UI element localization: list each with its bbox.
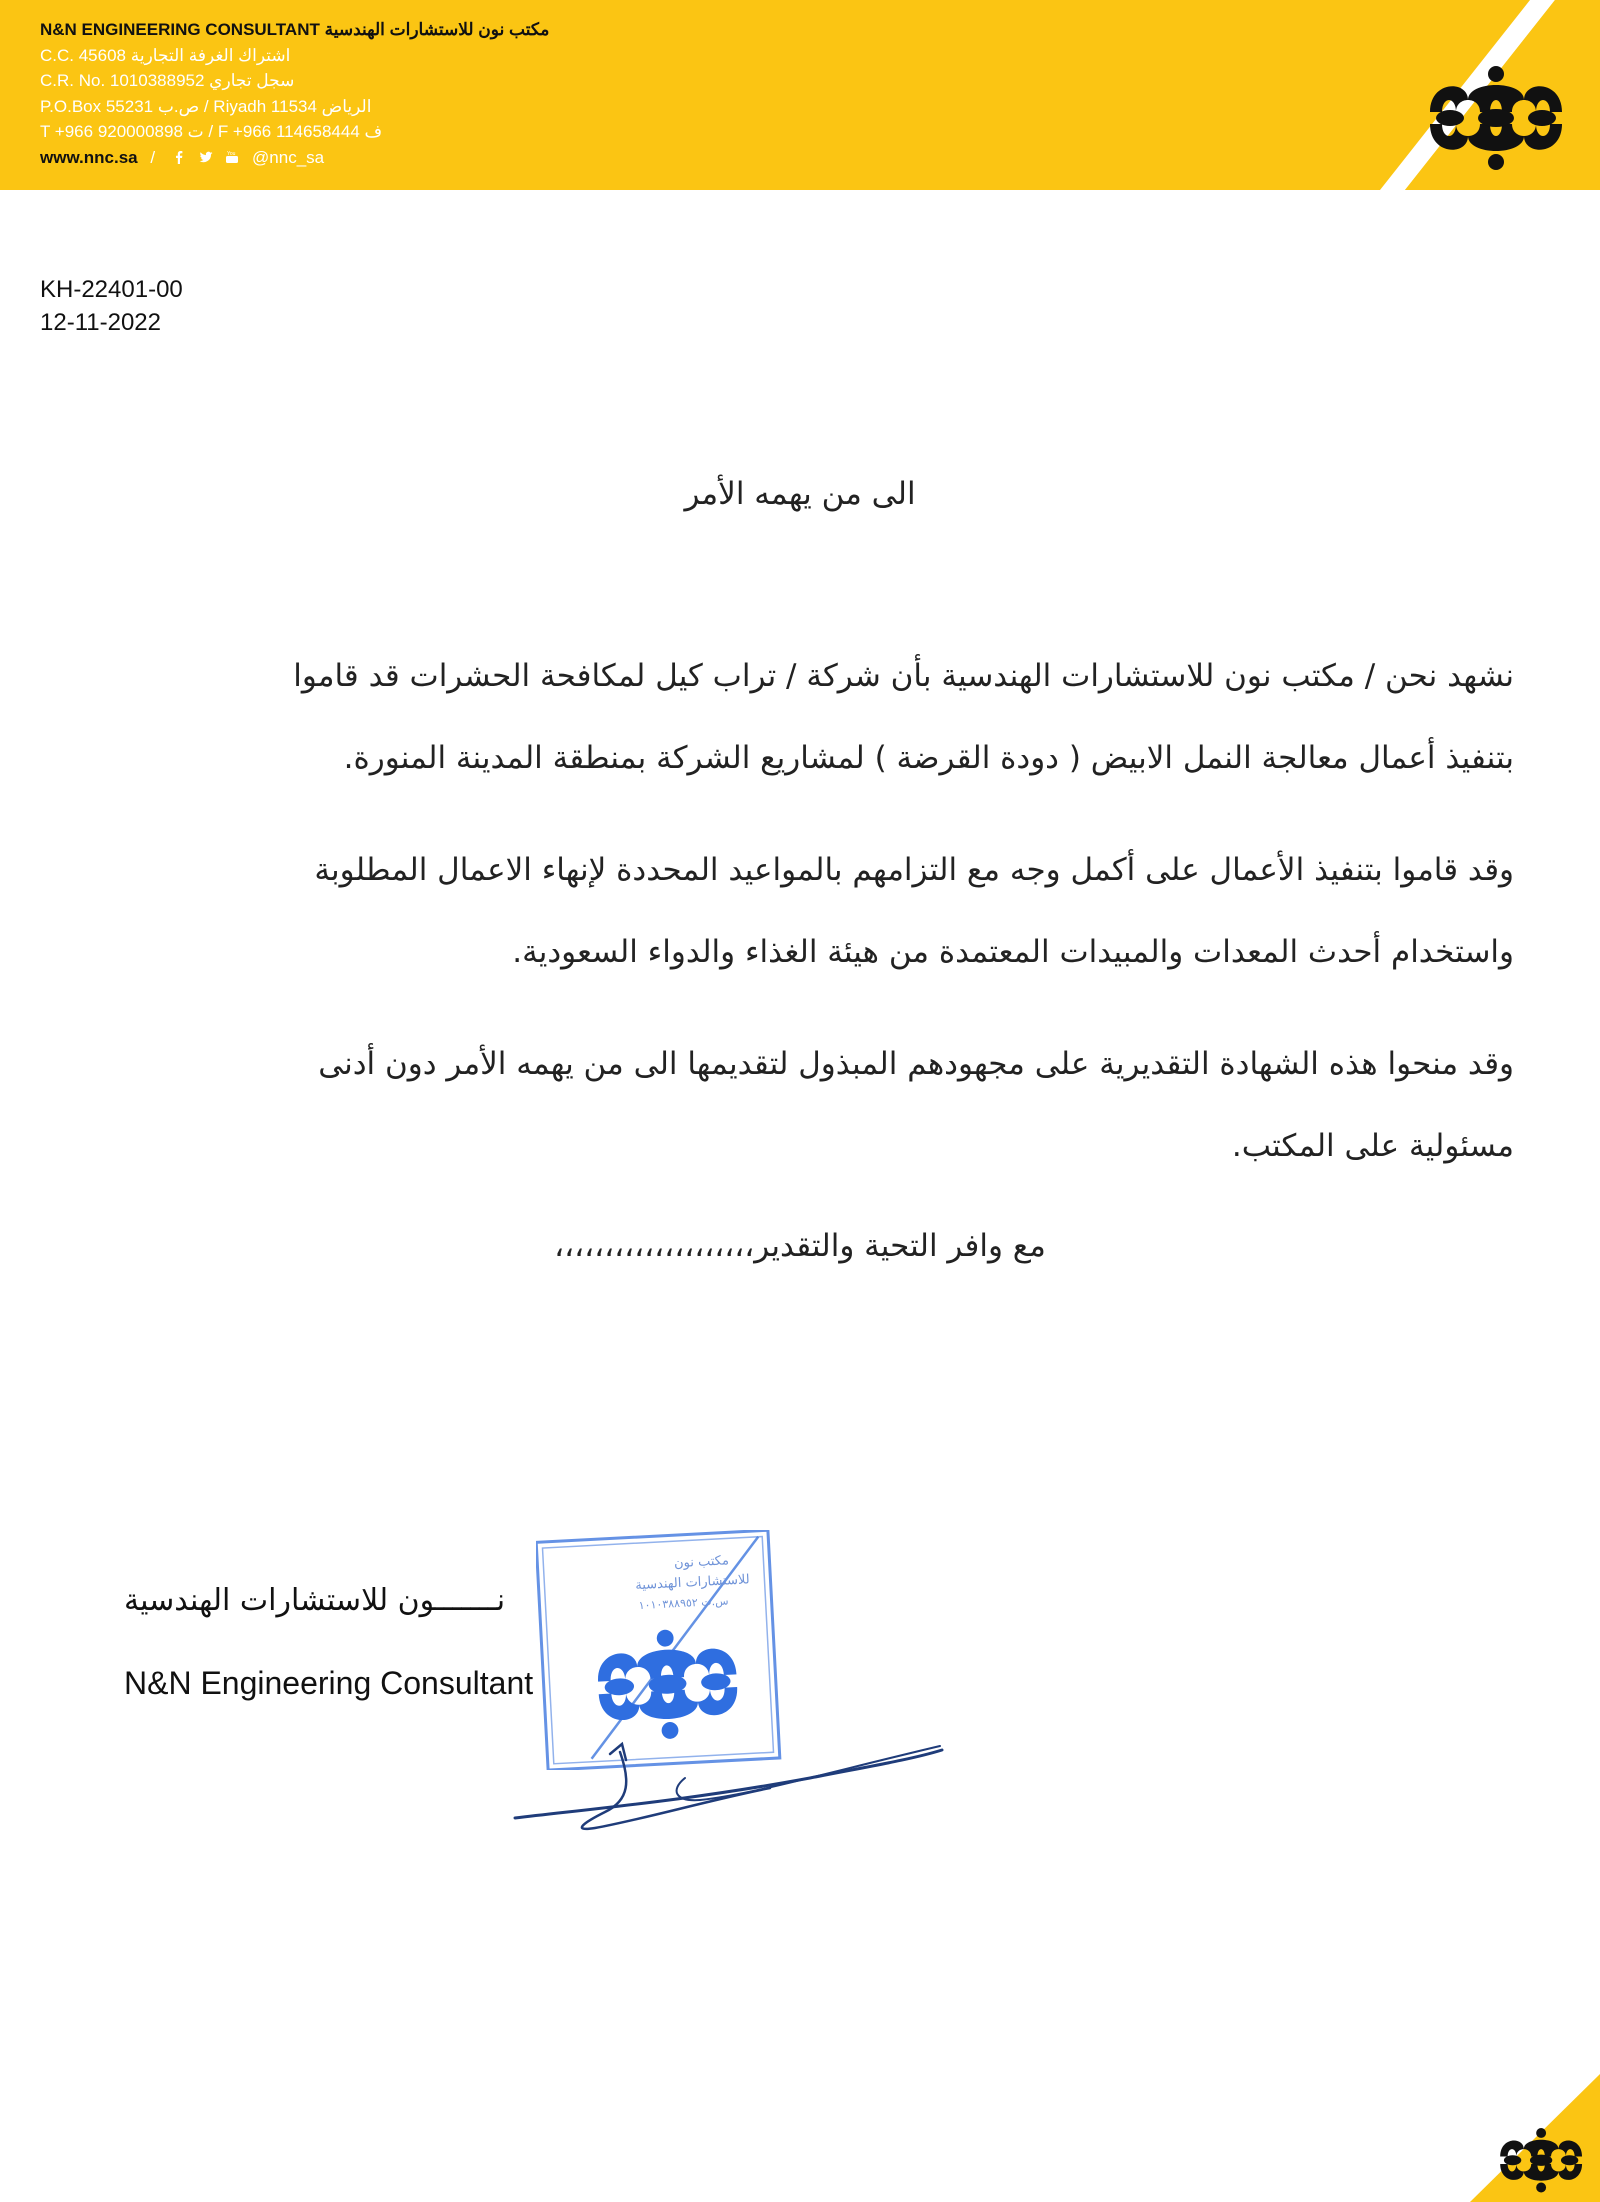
social-handle: @nnc_sa <box>252 147 325 167</box>
stamp-line-3: س.ت ١٠١٠٣٨٨٩٥٢ <box>638 1594 729 1613</box>
closing-line: مع وافر التحية والتقدير،،،،،،،،،،،،،،،،،،،، <box>554 1228 1046 1264</box>
paragraph-3 <box>134 1023 1514 1187</box>
paragraph-1 <box>134 635 1514 799</box>
document-date: 12-11-2022 <box>40 309 161 336</box>
footer-corner-logo <box>1460 2074 1600 2202</box>
paragraph-line: واستخدام أحدث المعدات والمبيدات المعتمدة من هيئة الغذاء والدواء السعودية. <box>512 934 1514 970</box>
letterhead-header <box>0 0 1600 190</box>
youtube-icon[interactable] <box>225 150 239 164</box>
salutation: الى من يهمه الأمر <box>684 476 916 512</box>
paragraph-line: وقد قاموا بتنفيذ الأعمال على أكمل وجه مع التزامهم بالمواعيد المحددة لإنهاء الاعمال المطلوبة <box>314 852 1514 888</box>
handwritten-signature <box>510 1720 950 1840</box>
paragraph-line: بتنفيذ أعمال معالجة النمل الابيض ( دودة القرضة ) لمشاريع الشركة بمنطقة المدينة المنورة. <box>343 740 1514 776</box>
facebook-icon[interactable] <box>172 150 186 164</box>
paragraph-2 <box>134 829 1514 993</box>
svg-text:You: You <box>227 150 236 157</box>
phone-fax-line: T +966 920000898 ت / F +966 114658444 ف <box>40 122 383 141</box>
website-link[interactable]: www.nnc.sa <box>40 147 138 167</box>
chamber-of-commerce-line: C.C. 45608 اشتراك الغرفة التجارية <box>40 45 291 65</box>
po-box-line: P.O.Box 55231 ص.ب / Riyadh 11534 الرياض <box>40 96 372 116</box>
web-social-line <box>40 145 549 171</box>
company-name-line: N&N ENGINEERING CONSULTANT مكتب نون للاستشارات الهندسية <box>40 20 550 39</box>
stamp-line-1: مكتب نون <box>673 1553 730 1572</box>
separator: / <box>150 147 156 167</box>
nnc-logo <box>1420 66 1572 170</box>
stamp-line-2: للاستشارات الهندسية <box>634 1572 751 1594</box>
paragraph-line: وقد منحوا هذه الشهادة التقديرية على مجهودهم المبذول لتقديمها الى من يهمه الأمر دون أدنى <box>318 1046 1514 1082</box>
signatory-name-english: N&N Engineering Consultant <box>124 1665 534 1701</box>
reference-block <box>40 273 183 339</box>
paragraph-line: مسئولية على المكتب. <box>1231 1128 1514 1164</box>
twitter-icon[interactable] <box>199 150 213 164</box>
company-contact-block <box>40 17 549 170</box>
reference-number: KH-22401-00 <box>40 276 183 303</box>
paragraph-line: نشهد نحن / مكتب نون للاستشارات الهندسية بأن شركة / تراب كيل لمكافحة الحشرات قد قاموا <box>293 658 1514 694</box>
signatory-name-arabic: نـــــــون للاستشارات الهندسية <box>124 1583 506 1618</box>
commercial-registration-line: C.R. No. 1010388952 سجل تجاري <box>40 71 295 90</box>
